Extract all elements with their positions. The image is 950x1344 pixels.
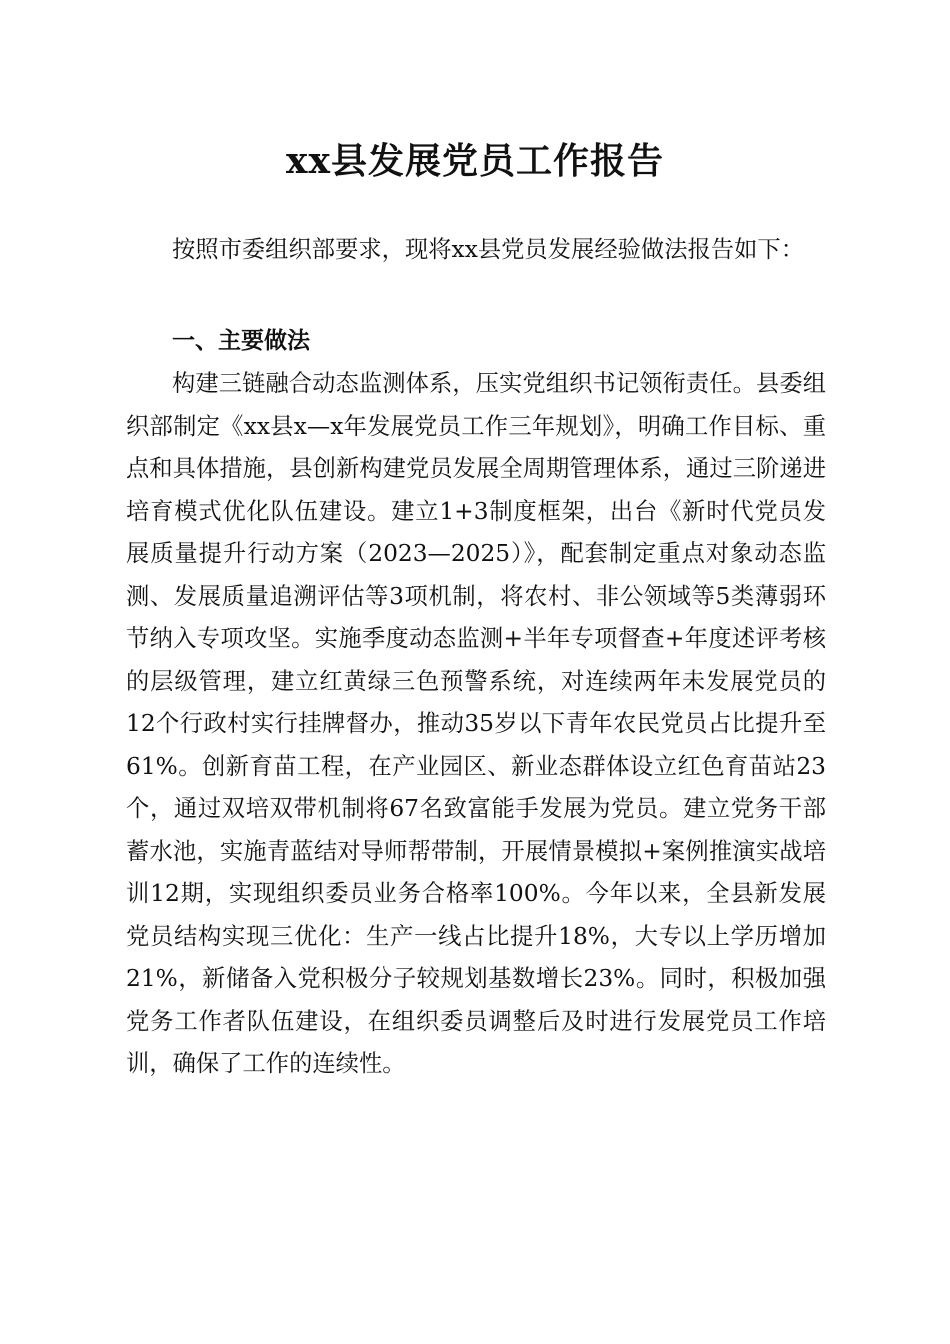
intro-paragraph: 按照市委组织部要求，现将xx县党员发展经验做法报告如下：	[172, 236, 804, 263]
document-title: xx县发展党员工作报告	[286, 140, 664, 182]
section-heading: 一、主要做法	[172, 328, 310, 354]
body-paragraph: 构建三链融合动态监测体系，压实党组织书记领衔责任。县委组织部制定《xx县x—x年发展党员工作三年规划》，明确工作目标、重点和具体措施，县创新构建党员发展全周期管理体系，通过三阶递进培育模式优化队伍建设。建立1+3制度框架，出台《新时代党员发展质量提升行动方案（2023—2025）》，配套制定重点对象动态监测、发展质量追溯评估等3项机制，将农村、非公领域等5类薄弱环节纳入专项攻坚。实施季度动态监测+半年专项督查+年度述评考核的层级管理，建立红黄绿三色预警系统，对连续两年未发展党员的12个行政村实行挂牌督办，推动35岁以下青年农民党员占比提升至61%。创新育苗工程，在产业园区、新业态群体设立红色育苗站23个，通过双培双带机制将67名致富能手发展为党员。建立党务干部蓄水池，实施青蓝结对导师帮带制，开展情景模拟+案例推演实战培训12期，实现组织委员业务合格率100%。今年以来，全县新发展党员结构实现三优化：生产一线占比提升18%，大专以上学历增加21%，新储备入党积极分子较规划基数增长23%。同时，积极加强党务工作者队伍建设，在组织委员调整后及时进行发展党员工作培训，确保了工作的连续性。	[126, 370, 826, 1077]
